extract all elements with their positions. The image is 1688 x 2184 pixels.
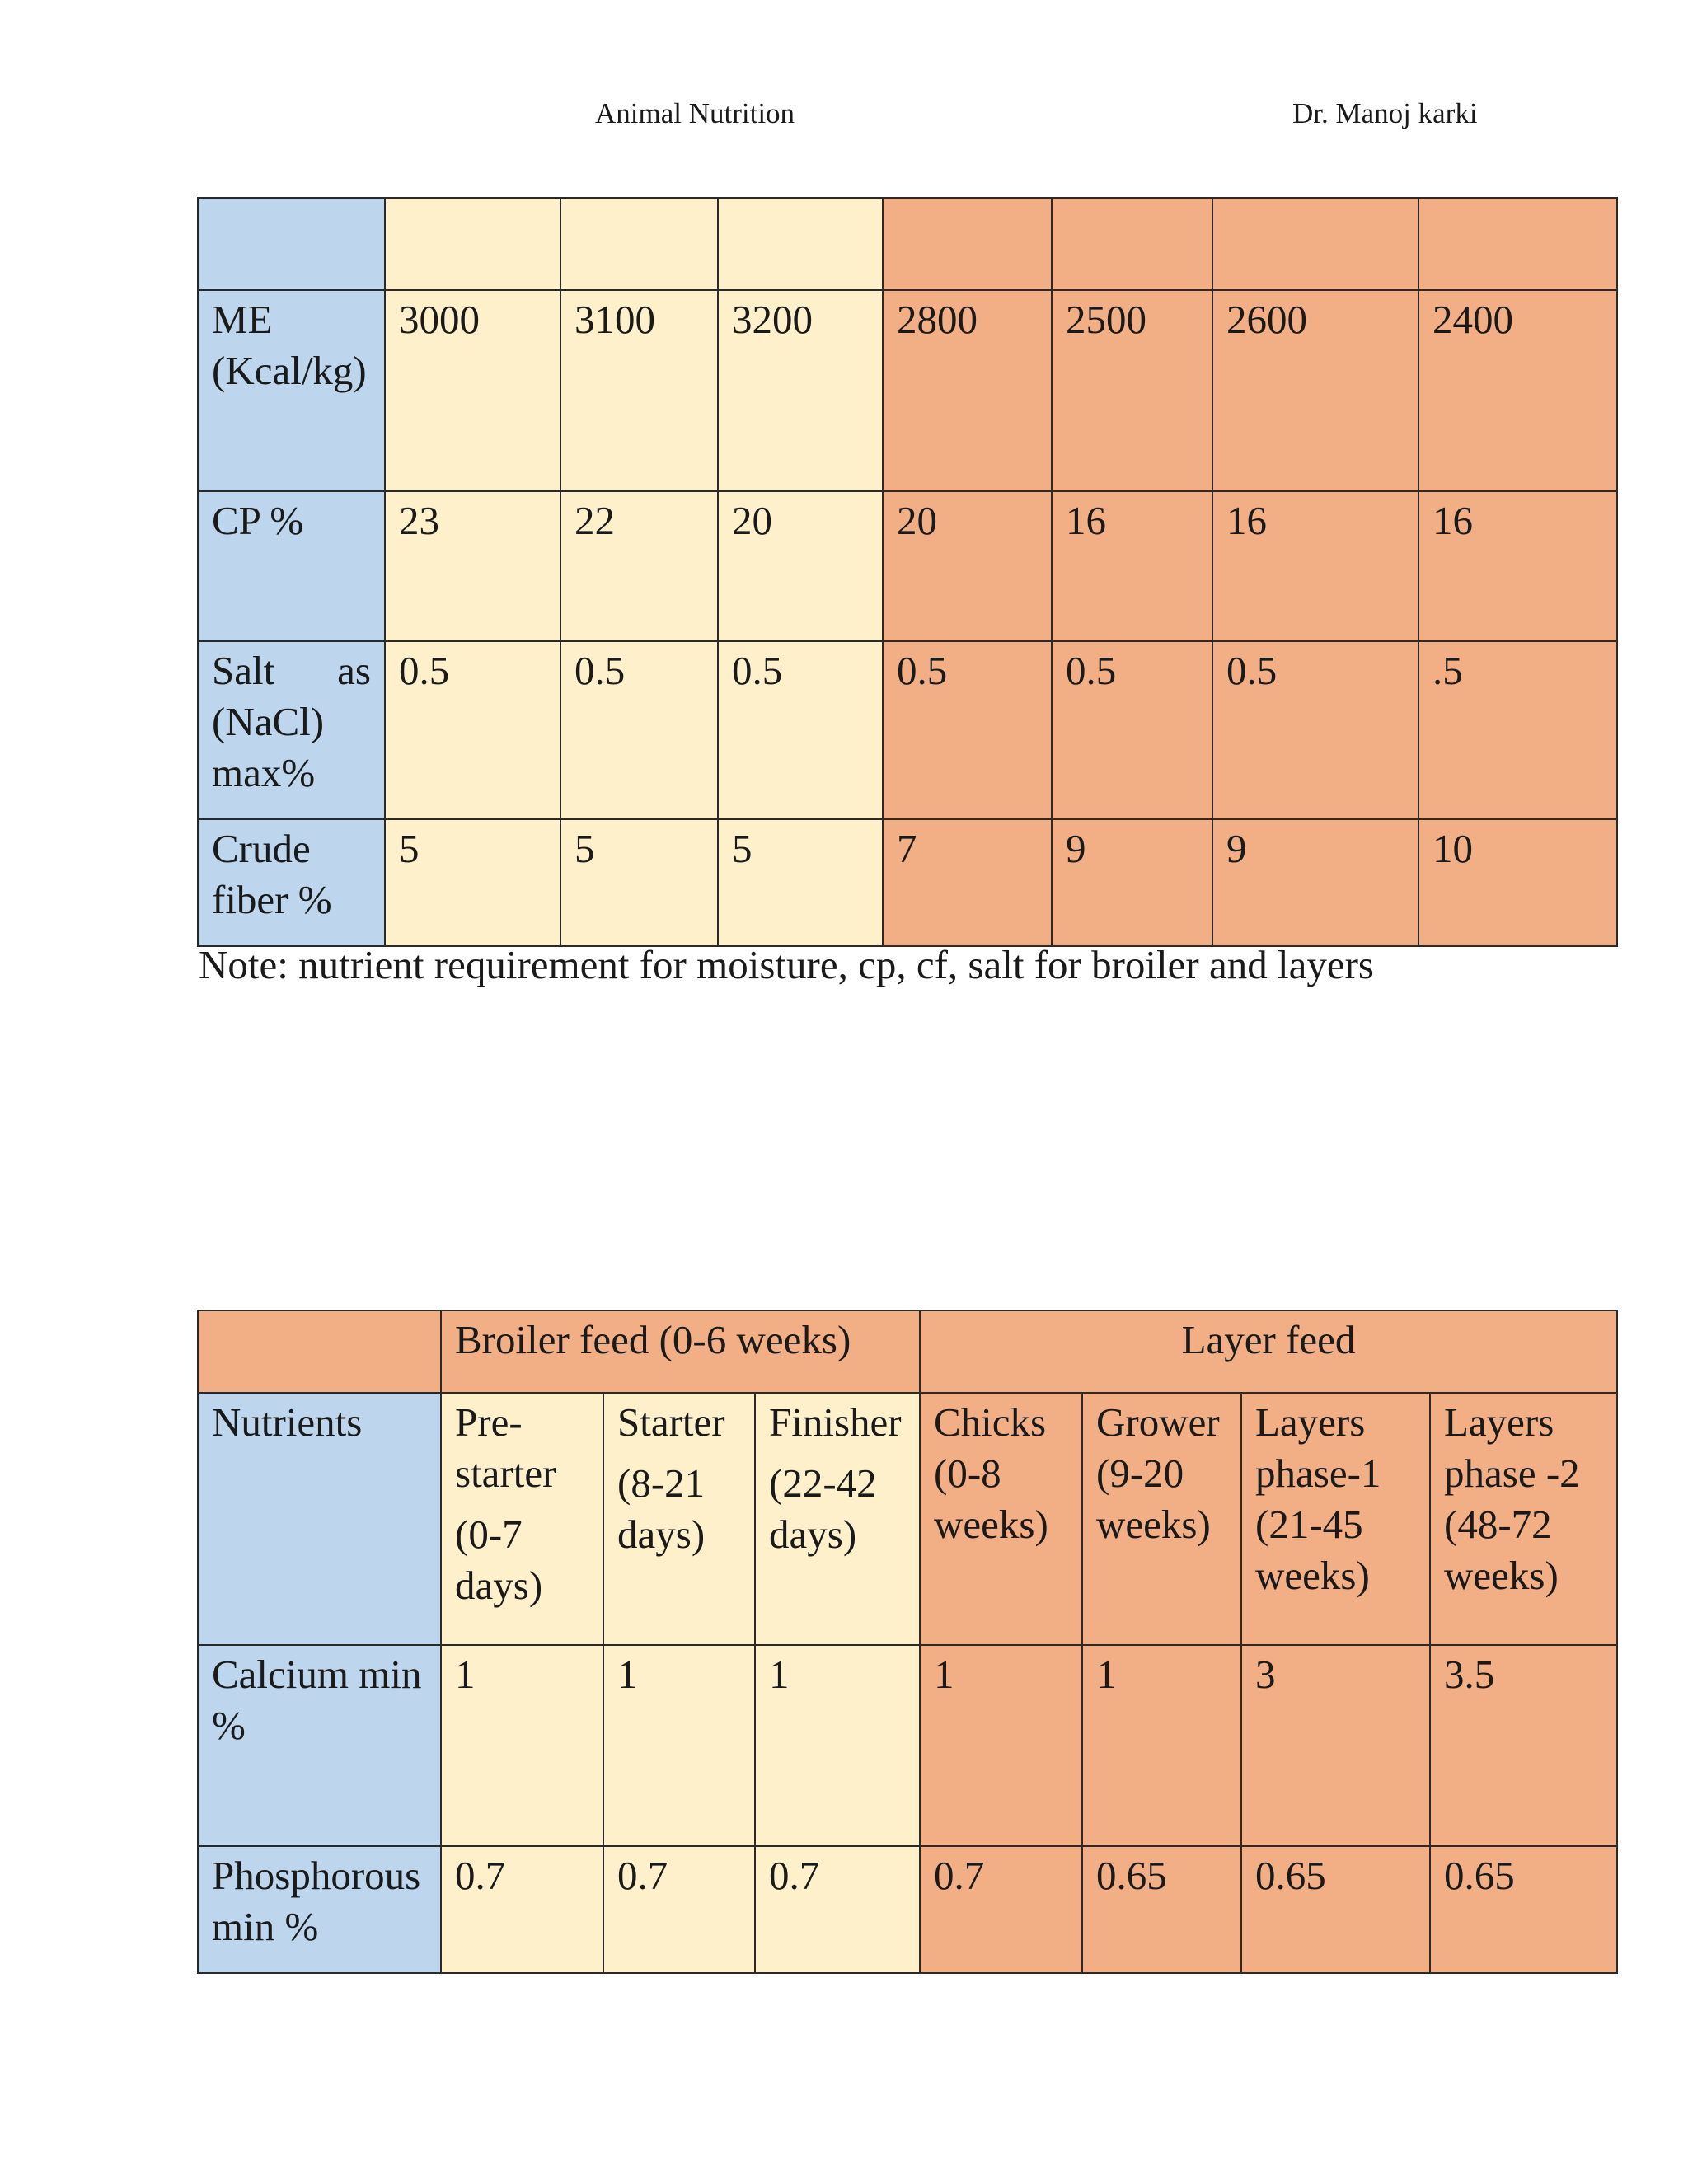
table-cell: 0.7 [920, 1846, 1082, 1973]
table-cell: 0.5 [1052, 641, 1212, 819]
table-cell: 0.65 [1430, 1846, 1617, 1973]
table-cell: 23 [385, 491, 560, 641]
table-cell: 20 [883, 491, 1052, 641]
table-row-phosphorous [198, 1846, 1617, 1973]
row-label: Salt as (NaCl) max% [198, 641, 385, 819]
column-header-layers-phase-1: Layers phase-1 (21-45 weeks) [1241, 1393, 1430, 1645]
table-header-row [198, 198, 1617, 290]
table-cell: 3000 [385, 290, 560, 491]
row-label: Phosphorous min % [198, 1846, 441, 1973]
table-cell: 0.5 [718, 641, 883, 819]
table-cell: .5 [1418, 641, 1617, 819]
header-cell [385, 198, 560, 290]
table-cell: 3100 [560, 290, 718, 491]
table-cell: 1 [603, 1645, 755, 1846]
table-cell: 0.5 [1212, 641, 1418, 819]
corner-cell [198, 1310, 441, 1393]
table-cell: 10 [1418, 819, 1617, 946]
table-row-salt [198, 641, 1617, 819]
table-cell: 16 [1418, 491, 1617, 641]
table-cell: 5 [385, 819, 560, 946]
table-cell: 5 [560, 819, 718, 946]
header-cell [560, 198, 718, 290]
header-cell [883, 198, 1052, 290]
header-cell [198, 198, 385, 290]
column-header-grower: Grower (9-20 weeks) [1082, 1393, 1241, 1645]
nutrient-table-energy-protein [197, 197, 1618, 947]
table-cell: 3.5 [1430, 1645, 1617, 1846]
row-label: ME (Kcal/kg) [198, 290, 385, 491]
broiler-feed-header: Broiler feed (0-6 weeks) [441, 1310, 920, 1393]
table-cell: 0.5 [883, 641, 1052, 819]
nutrients-header: Nutrients [198, 1393, 441, 1645]
table-cell: 22 [560, 491, 718, 641]
table-row-crude-fiber [198, 819, 1617, 946]
row-label: Crude fiber % [198, 819, 385, 946]
column-header-row [198, 1393, 1617, 1645]
table-cell: 0.7 [441, 1846, 603, 1973]
header-cell [1212, 198, 1418, 290]
table-row-cp [198, 491, 1617, 641]
column-header-finisher: Finisher (22-42 days) [755, 1393, 920, 1645]
table-cell: 0.65 [1241, 1846, 1430, 1973]
table-cell: 16 [1052, 491, 1212, 641]
table-cell: 9 [1212, 819, 1418, 946]
table-cell: 1 [920, 1645, 1082, 1846]
table-cell: 2500 [1052, 290, 1212, 491]
table-row-me [198, 290, 1617, 491]
table-note: Note: nutrient requirement for moisture, cp, cf, salt for broiler and layers [199, 942, 1374, 987]
table-cell: 0.65 [1082, 1846, 1241, 1973]
table-cell: 0.5 [385, 641, 560, 819]
header-right-author: Dr. Manoj karki [1292, 97, 1478, 129]
column-header-starter: Starter (8-21 days) [603, 1393, 755, 1645]
column-header-pre-starter: Pre- starter (0-7 days) [441, 1393, 603, 1645]
table-cell: 7 [883, 819, 1052, 946]
row-label: CP % [198, 491, 385, 641]
table-cell: 3200 [718, 290, 883, 491]
table-cell: 5 [718, 819, 883, 946]
header-cell [718, 198, 883, 290]
table-cell: 0.5 [560, 641, 718, 819]
layer-feed-header: Layer feed [920, 1310, 1617, 1393]
table-cell: 1 [755, 1645, 920, 1846]
salt-label-line: Salt as [212, 648, 371, 693]
table-cell: 9 [1052, 819, 1212, 946]
table-cell: 0.7 [603, 1846, 755, 1973]
table-row-calcium [198, 1645, 1617, 1846]
nutrient-table-minerals [197, 1310, 1618, 1974]
table-cell: 2800 [883, 290, 1052, 491]
column-header-chicks: Chicks (0-8 weeks) [920, 1393, 1082, 1645]
table-cell: 16 [1212, 491, 1418, 641]
table-cell: 1 [441, 1645, 603, 1846]
row-label: Calcium min % [198, 1645, 441, 1846]
table-cell: 2600 [1212, 290, 1418, 491]
header-left-title: Animal Nutrition [595, 97, 795, 129]
header-cell [1052, 198, 1212, 290]
table-cell: 1 [1082, 1645, 1241, 1846]
table-cell: 2400 [1418, 290, 1617, 491]
column-header-layers-phase-2: Layers phase -2 (48-72 weeks) [1430, 1393, 1617, 1645]
header-cell [1418, 198, 1617, 290]
group-header-row [198, 1310, 1617, 1393]
table-cell: 20 [718, 491, 883, 641]
table-cell: 0.7 [755, 1846, 920, 1973]
table-cell: 3 [1241, 1645, 1430, 1846]
